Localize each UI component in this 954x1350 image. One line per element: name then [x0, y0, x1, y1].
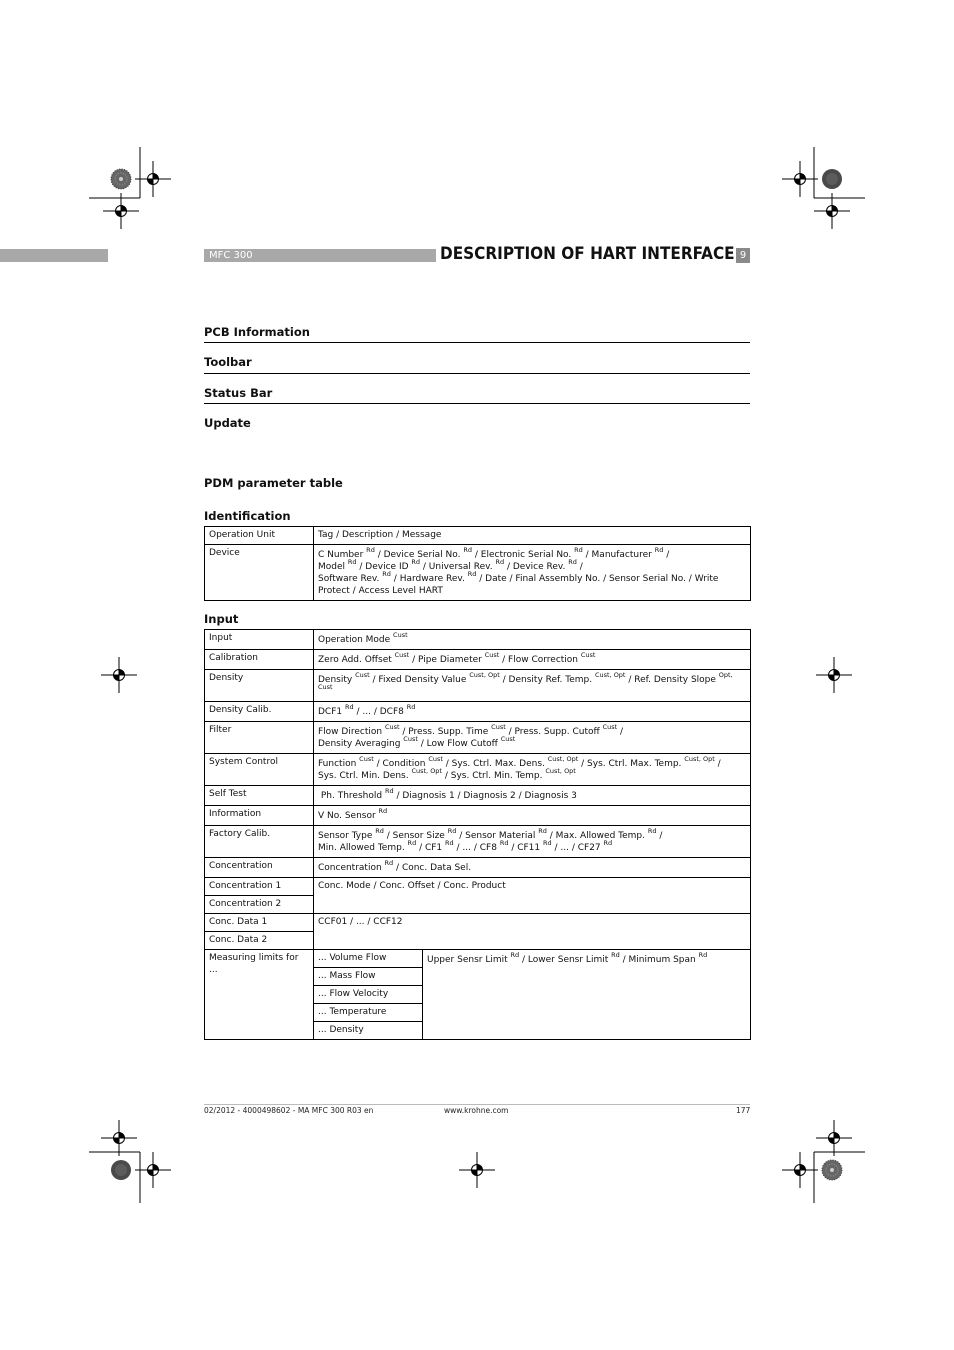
table-row: [205, 527, 751, 545]
row-label: Calibration: [205, 650, 314, 670]
limit-item: ... Density: [314, 1022, 423, 1040]
divider: [204, 373, 750, 374]
product-name: MFC 300: [209, 250, 253, 261]
row-value: Flow Direction $^{Cust}$ / Press. Supp. Time $^{Cust}$ / Press. Supp. Cutoff $^{Cust}$ / Density Averaging $^{Cust}$ / Low Flow Cutoff $^{Cust}$: [314, 722, 751, 754]
divider: [204, 403, 750, 404]
row-label: Filter: [205, 722, 314, 754]
row-label: Operation Unit: [205, 527, 314, 545]
page-title: DESCRIPTION OF HART INTERFACE: [440, 244, 735, 264]
row-label: Input: [205, 630, 314, 650]
row-value: C Number $^{Rd}$ / Device Serial No. $^{Rd}$ / Electronic Serial No. $^{Rd}$ / Manufacturer $^{Rd}$ / Model $^{Rd}$ / Device ID $^{Rd}$ / Universal Rev. $^{Rd}$ / Device Rev. $^{Rd}$ / Software Rev. $^{Rd}$ / Hardware Rev. $^{Rd}$ / Date / Final Assembly No. / Sensor Serial No. / Write Protect / Access Level HART: [314, 545, 751, 601]
table-row: [205, 754, 751, 786]
row-label: Concentration 1: [205, 878, 314, 896]
table-row: [205, 650, 751, 670]
chapter-number: 9: [736, 248, 750, 263]
row-label: Device: [205, 545, 314, 601]
row-value: Sensor Type $^{Rd}$ / Sensor Size $^{Rd}$ / Sensor Material $^{Rd}$ / Max. Allowed Temp. $^{Rd}$ / Min. Allowed Temp. $^{Rd}$ / CF1 $^{Rd}$ / ... / CF8 $^{Rd}$ / CF11 $^{Rd}$ / ... / CF27 $^{Rd}$: [314, 826, 751, 858]
table-row: [205, 950, 751, 968]
row-value: V No. Sensor $^{Rd}$: [314, 806, 751, 826]
section-update: Update: [204, 416, 251, 430]
row-label: System Control: [205, 754, 314, 786]
row-value: Concentration $^{Rd}$ / Conc. Data Sel.: [314, 858, 751, 878]
row-value: Tag / Description / Message: [314, 527, 751, 545]
section-toolbar: Toolbar: [204, 355, 252, 369]
identification-table: [204, 526, 751, 601]
section-status-bar: Status Bar: [204, 386, 273, 400]
footer-doc-id: 02/2012 - 4000498602 - MA MFC 300 R03 en: [204, 1106, 374, 1115]
row-label: Density: [205, 670, 314, 702]
table-row: [205, 806, 751, 826]
input-table: [204, 629, 751, 1040]
table-row: [205, 670, 751, 702]
table-row: [205, 878, 751, 896]
identification-heading: Identification: [204, 509, 291, 523]
pdm-table-title: PDM parameter table: [204, 476, 343, 490]
row-label: Self Test: [205, 786, 314, 806]
table-row: [205, 702, 751, 722]
row-label: Density Calib.: [205, 702, 314, 722]
row-label: Conc. Data 1: [205, 914, 314, 932]
page-number: 177: [736, 1106, 751, 1115]
section-pcb-information: PCB Information: [204, 325, 310, 339]
row-value: Zero Add. Offset $^{Cust}$ / Pipe Diameter $^{Cust}$ / Flow Correction $^{Cust}$: [314, 650, 751, 670]
limit-item: ... Temperature: [314, 1004, 423, 1022]
row-value: Function $^{Cust}$ / Condition $^{Cust}$ / Sys. Ctrl. Max. Dens. $^{Cust, Opt}$ / Sys. Ctrl. Max. Temp. $^{Cust, Opt}$ / Sys. Ctrl. Min. Dens. $^{Cust, Opt}$ / Sys. Ctrl. Min. Temp. $^{Cust, Opt}$: [314, 754, 751, 786]
row-label: Information: [205, 806, 314, 826]
table-row: [205, 630, 751, 650]
table-row: [205, 914, 751, 932]
divider: [204, 342, 750, 343]
row-label: Measuring limits for ...: [205, 950, 314, 1040]
footer-website: www.krohne.com: [444, 1106, 509, 1115]
footer-divider: [204, 1104, 750, 1105]
row-value: Operation Mode $^{Cust}$: [314, 630, 751, 650]
row-label: Concentration 2: [205, 896, 314, 914]
table-row: [205, 722, 751, 754]
row-value: Density $^{Cust}$ / Fixed Density Value $^{Cust, Opt}$ / Density Ref. Temp. $^{Cust, Opt}$ / Ref. Density Slope $^{Opt, Cust}$: [314, 670, 751, 702]
limit-item: ... Volume Flow: [314, 950, 423, 968]
row-value: CCF01 / ... / CCF12: [314, 914, 751, 950]
input-heading: Input: [204, 612, 239, 626]
row-label: Concentration: [205, 858, 314, 878]
header-bar-left: [0, 249, 108, 262]
row-value: DCF1 $^{Rd}$ / ... / DCF8 $^{Rd}$: [314, 702, 751, 722]
limit-item: ... Flow Velocity: [314, 986, 423, 1004]
table-row: [205, 826, 751, 858]
limit-item: ... Mass Flow: [314, 968, 423, 986]
table-row: [205, 545, 751, 601]
row-value: Upper Sensr Limit $^{Rd}$ / Lower Sensr Limit $^{Rd}$ / Minimum Span $^{Rd}$: [423, 950, 751, 1040]
row-label: Factory Calib.: [205, 826, 314, 858]
table-row: [205, 786, 751, 806]
row-value: Ph. Threshold $^{Rd}$ / Diagnosis 1 / Diagnosis 2 / Diagnosis 3: [314, 786, 751, 806]
table-row: [205, 858, 751, 878]
row-label: Conc. Data 2: [205, 932, 314, 950]
row-value: Conc. Mode / Conc. Offset / Conc. Product: [314, 878, 751, 914]
